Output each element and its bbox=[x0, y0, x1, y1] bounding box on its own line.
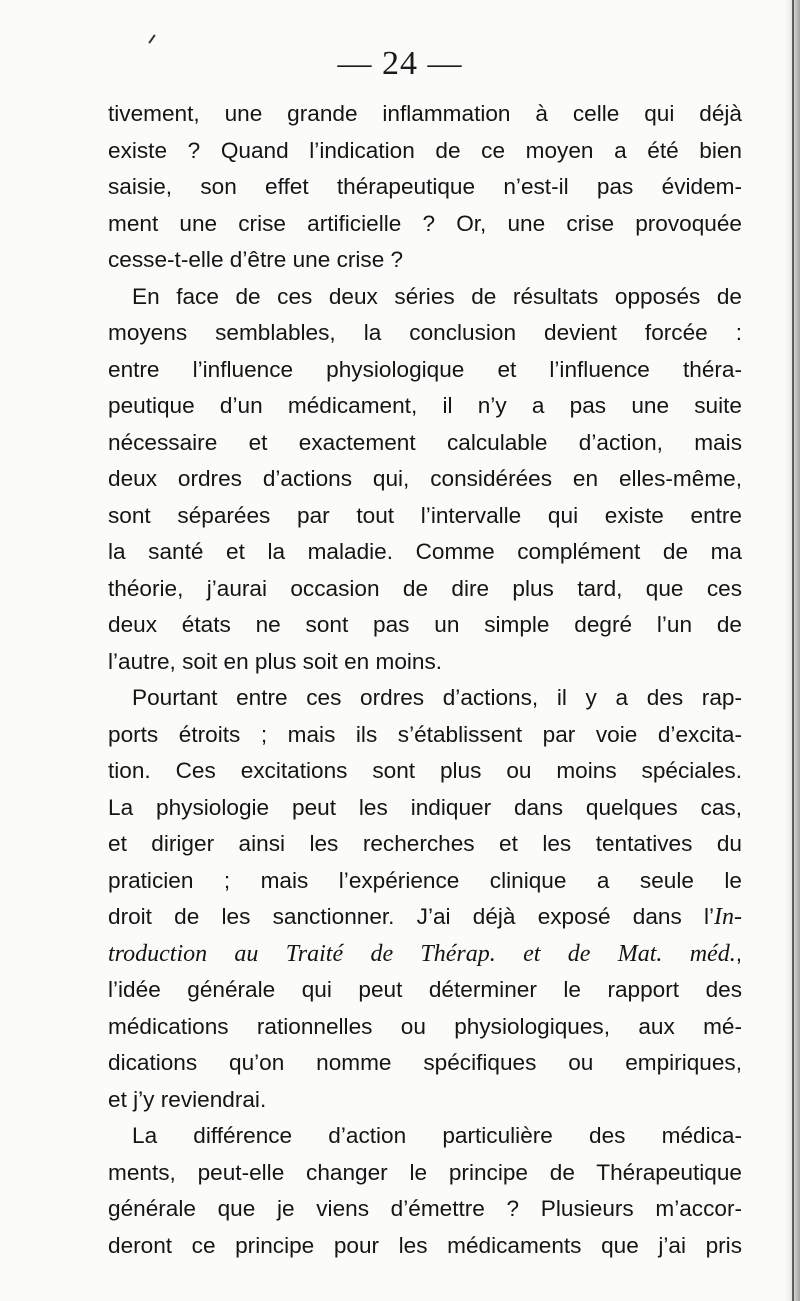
text-line: sont séparées par tout l’intervalle qui existe entre bbox=[108, 502, 742, 528]
body-text bbox=[108, 96, 742, 1264]
text-line: deux ordres d’actions qui, considérées en elles-même, bbox=[108, 466, 742, 491]
page-edge-line bbox=[792, 0, 794, 1301]
text-line bbox=[108, 936, 742, 973]
text-line: nécessaire et exactement calculable d’action, mais bbox=[108, 429, 742, 455]
text-line: deux états ne sont pas un simple degré l’un de bbox=[108, 612, 742, 637]
text-line: dications qu’on nomme spécifiques ou empiriques, bbox=[108, 1050, 742, 1075]
text-line: praticien ; mais l’expérience clinique a seule le bbox=[108, 867, 742, 893]
text-line: cesse-t-elle d’être une crise ? bbox=[108, 247, 404, 272]
italic-text: In- bbox=[714, 904, 742, 930]
text-line: deront ce principe pour les médicaments que j’ai pris bbox=[108, 1232, 742, 1258]
text-line: ment une crise artificielle ? Or, une crise provoquée bbox=[108, 210, 742, 236]
text-line: tion. Ces excitations sont plus ou moins spéciales. bbox=[108, 758, 742, 783]
text-line bbox=[108, 899, 742, 936]
text-segment: droit de les sanctionner. J’ai déjà exposé dans l’ bbox=[108, 904, 715, 929]
text-line: saisie, son effet thérapeutique n’est-il pas évidem- bbox=[108, 174, 742, 199]
text-line: la santé et la maladie. Comme complément de ma bbox=[108, 539, 742, 564]
text-line: générale que je viens d’émettre ? Plusieurs m’accor- bbox=[108, 1196, 742, 1221]
page-number: — 24 — bbox=[337, 45, 463, 82]
text-line: La physiologie peut les indiquer dans quelques cas, bbox=[108, 794, 742, 820]
text-line: et j’y reviendrai. bbox=[108, 1086, 267, 1112]
text-line: ments, peut-elle changer le principe de Thérapeutique bbox=[108, 1159, 742, 1185]
text-line: l’idée générale qui peut déterminer le rapport des bbox=[108, 977, 742, 1002]
text-line: ports étroits ; mais ils s’établissent par voie d’excita- bbox=[108, 721, 742, 747]
text-line: et diriger ainsi les recherches et les tentatives du bbox=[108, 831, 742, 856]
text-segment: , bbox=[735, 940, 742, 966]
text-line: moyens semblables, la conclusion devient forcée : bbox=[108, 320, 742, 345]
italic-text: troduction au Traité de Thérap. et de Mat. méd. bbox=[108, 940, 736, 967]
text-line: théorie, j’aurai occasion de dire plus tard, que ces bbox=[108, 575, 742, 601]
text-line: existe ? Quand l’indication de ce moyen a été bien bbox=[108, 137, 742, 163]
text-line: médications rationnelles ou physiologiques, aux mé- bbox=[108, 1013, 742, 1039]
text-line: La différence d’action particulière des médica- bbox=[132, 1123, 742, 1148]
text-line: l’autre, soit en plus soit en moins. bbox=[108, 648, 443, 674]
text-line: En face de ces deux séries de résultats opposés de bbox=[132, 283, 742, 309]
text-line: tivement, une grande inflammation à celle qui déjà bbox=[108, 101, 742, 126]
text-line: Pourtant entre ces ordres d’actions, il y a des rap- bbox=[132, 685, 742, 710]
text-line: entre l’influence physiologique et l’influence théra- bbox=[108, 356, 742, 382]
text-line: peutique d’un médicament, il n’y a pas une suite bbox=[108, 393, 742, 418]
pencil-mark bbox=[148, 34, 155, 43]
